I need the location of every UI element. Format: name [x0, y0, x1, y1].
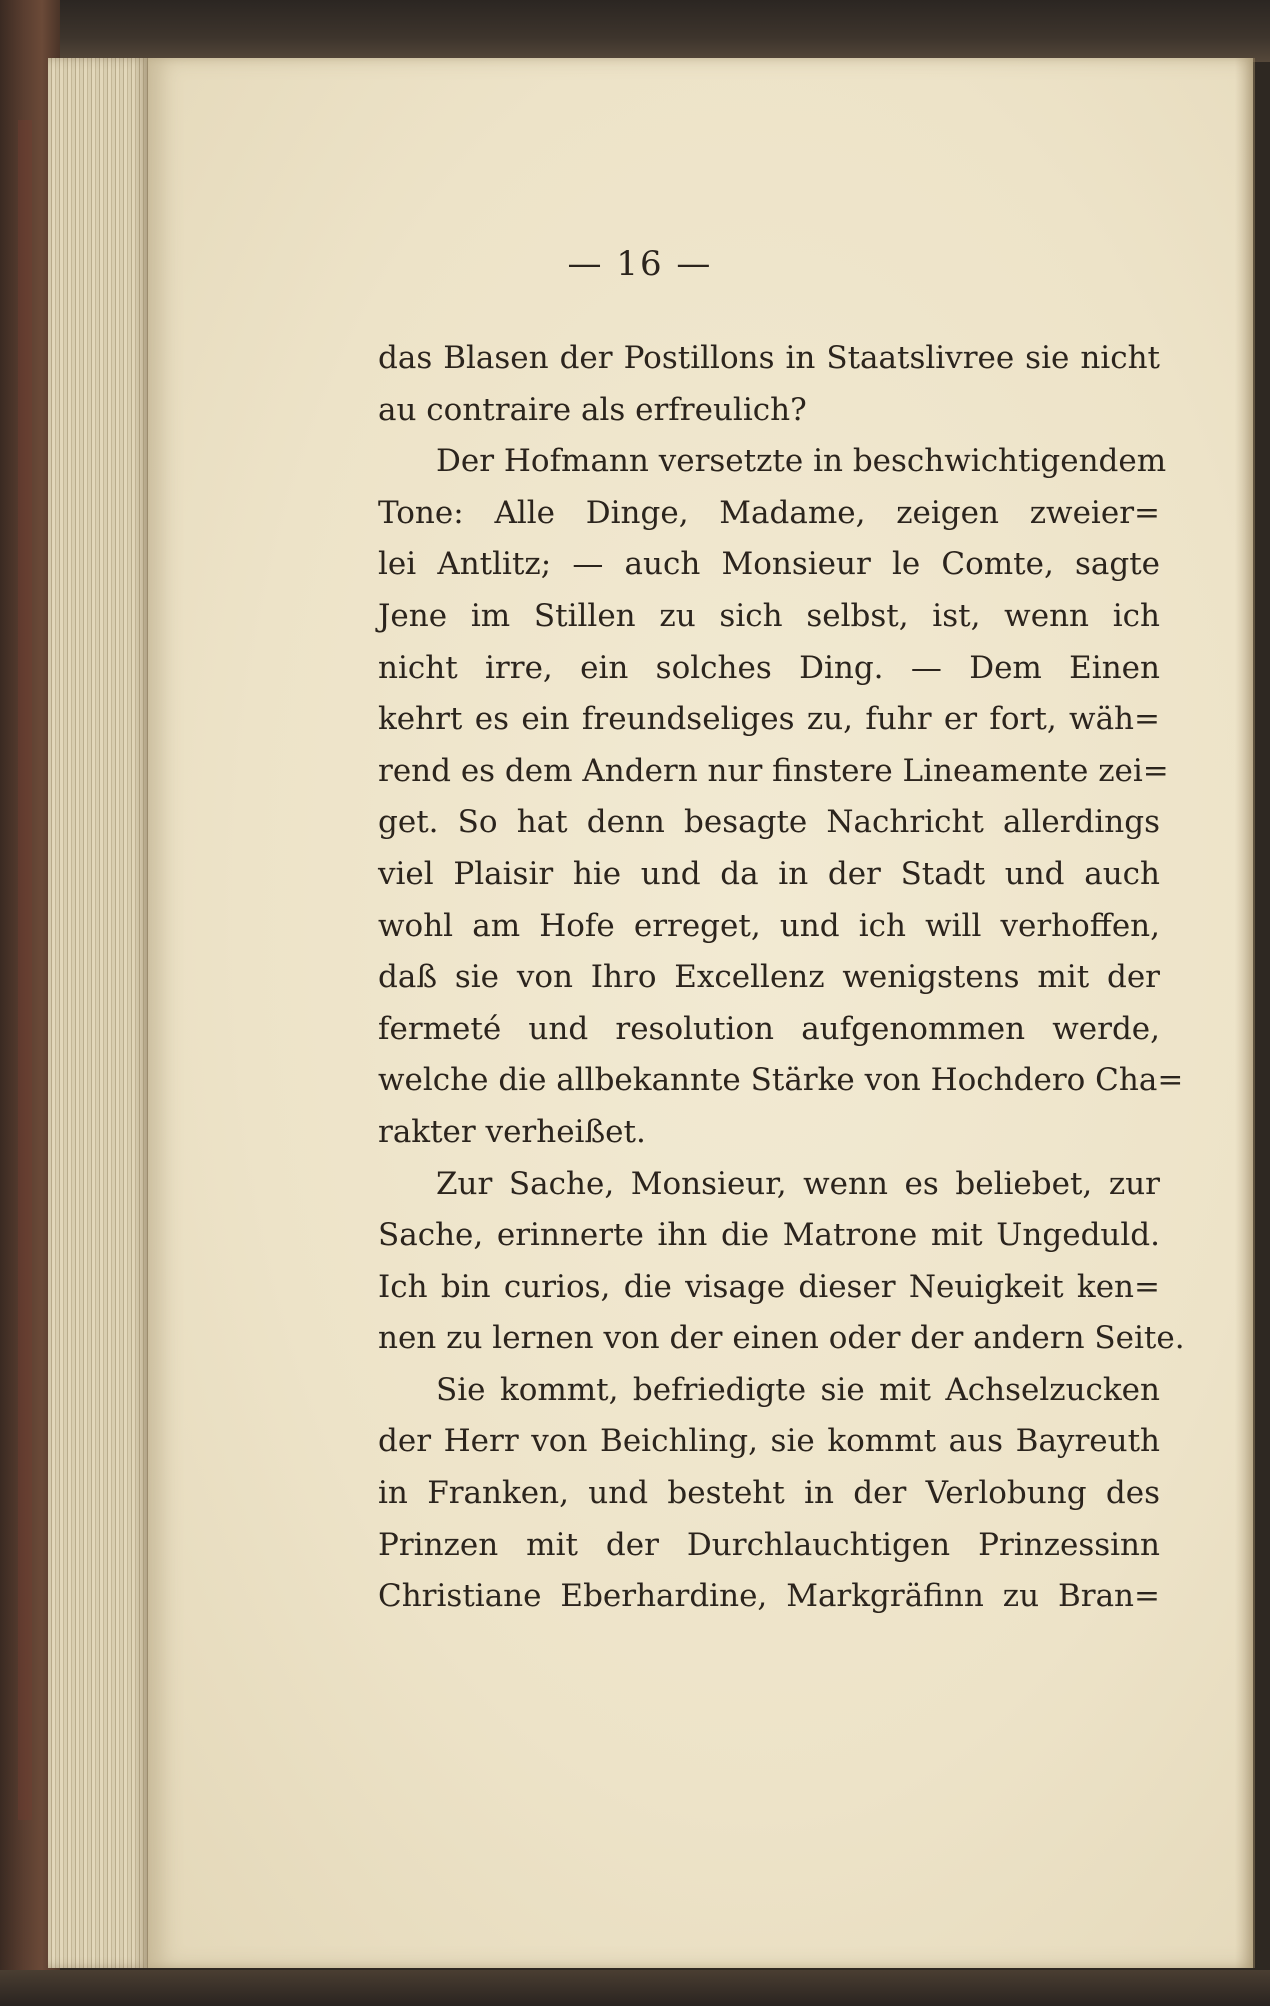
text-line: get. So hat denn besagte Nachricht allerdings — [378, 804, 1160, 841]
book-cover-bottom-edge — [0, 1970, 1270, 2006]
text-line: viel Plaisir hie und da in der Stadt und auch — [378, 855, 1160, 892]
text-line: Sie kommt, befriedigte sie mit Achselzucken — [436, 1371, 1160, 1408]
text-line: Jene im Stillen zu sich selbst, ist, wenn ich — [378, 597, 1160, 634]
text-line: rakter verheißet. — [378, 1113, 646, 1150]
text-line: welche die allbekannte Stärke von Hochdero Cha= — [378, 1062, 1184, 1099]
text-line: Der Hofmann versetzte in beschwichtigendem — [436, 443, 1167, 480]
text-line: in Franken, und besteht in der Verlobung des — [378, 1475, 1160, 1512]
text-line: nicht irre, ein solches Ding. — Dem Einen — [378, 649, 1160, 686]
text-line: der Herr von Beichling, sie kommt aus Bayreuth — [378, 1423, 1160, 1460]
text-line: daß sie von Ihro Excellenz wenigstens mit der — [378, 959, 1160, 996]
text-line: Christiane Eberhardine, Markgräfinn zu Bran= — [378, 1578, 1160, 1615]
text-line: rend es dem Andern nur finstere Lineamente zei= — [378, 752, 1169, 789]
text-line: wohl am Hofe erreget, und ich will verhoffen, — [378, 907, 1160, 944]
page-stack-edges — [48, 58, 148, 1968]
text-line: Prinzen mit der Durchlauchtigen Prinzessinn — [378, 1526, 1160, 1563]
body-text — [378, 333, 1185, 1623]
text-line: Sache, erinnerte ihn die Matrone mit Ungeduld. — [378, 1217, 1160, 1254]
text-line: Tone: Alle Dinge, Madame, zeigen zweier= — [378, 494, 1160, 531]
page-number: — 16 — — [567, 244, 713, 284]
text-line: kehrt es ein freundseliges zu, fuhr er fort, wäh= — [378, 701, 1160, 738]
text-line: au contraire als erfreulich? — [378, 391, 807, 428]
book-cover-top-edge — [0, 0, 1270, 62]
text-line: das Blasen der Postillons in Staatslivree sie nicht — [378, 340, 1160, 376]
text-line: nen zu lernen von der einen oder der andern Seite. — [378, 1320, 1185, 1357]
text-line: fermeté und resolution aufgenommen werde, — [378, 1010, 1160, 1047]
text-line: Zur Sache, Monsieur, wenn es beliebet, zur — [436, 1165, 1160, 1202]
text-line: Ich bin curios, die visage dieser Neuigkeit ken= — [378, 1268, 1160, 1305]
text-line: lei Antlitz; — auch Monsieur le Comte, sagte — [378, 546, 1160, 583]
